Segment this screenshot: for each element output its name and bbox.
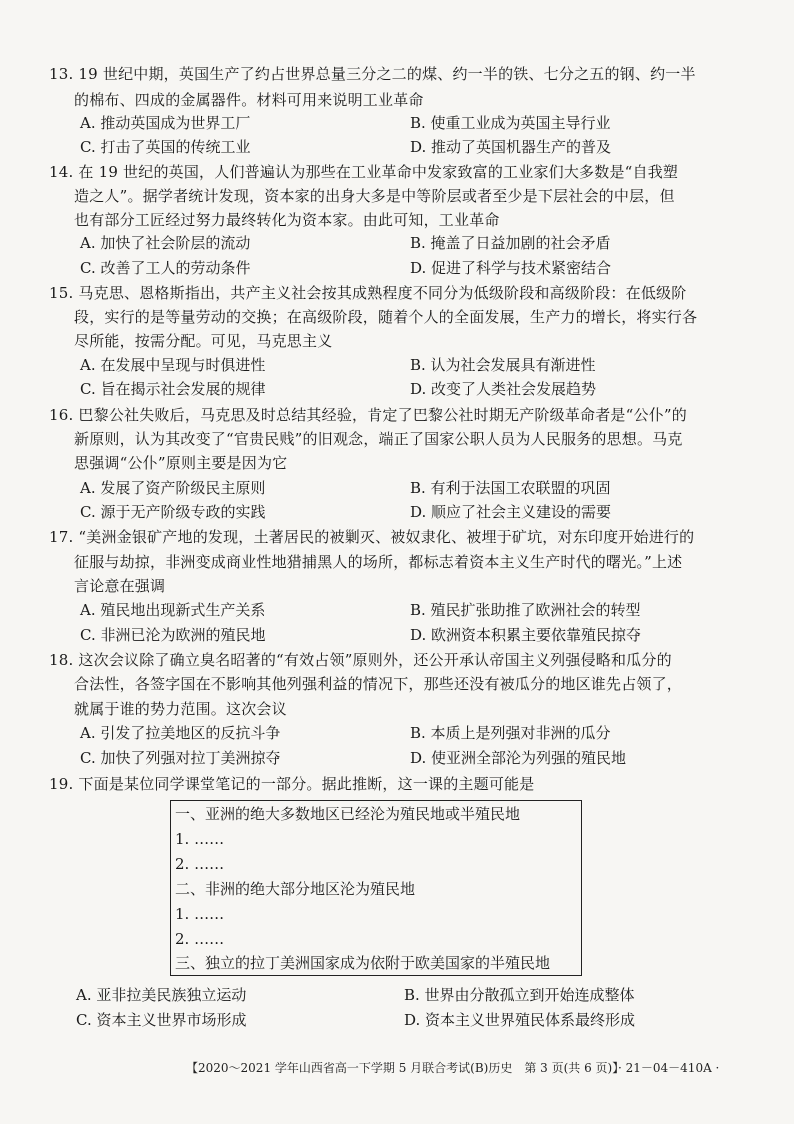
question-14-line-1: 14. 在 19 世纪的英国，人们普遍认为那些在工业革命中发家致富的工业家们大多数是“自我塑 xyxy=(49,163,679,181)
question-17-option-a: A. 殖民地出现新式生产关系 xyxy=(80,601,266,619)
question-18-line-1: 18. 这次会议除了确立臭名昭著的“有效占领”原则外，还公开承认帝国主义列强侵略和瓜分的 xyxy=(49,651,672,669)
question-16-option-b: B. 有利于法国工农联盟的巩固 xyxy=(410,479,611,497)
question-17-line-3: 言论意在强调 xyxy=(74,577,166,595)
question-13-option-d: D. 推动了英国机器生产的普及 xyxy=(410,138,612,156)
question-14-option-d: D. 促进了科学与技术紧密结合 xyxy=(410,259,612,277)
question-15-line-3: 尽所能，按需分配。可见，马克思主义 xyxy=(74,332,333,350)
question-17-line-2: 征服与劫掠，非洲变成商业性地猎捕黑人的场所，都标志着资本主义生产时代的曙光。”上述 xyxy=(74,553,683,571)
question-19-option-b: B. 世界由分散孤立到开始连成整体 xyxy=(404,986,635,1004)
question-17-option-d: D. 欧洲资本积累主要依靠殖民掠夺 xyxy=(410,626,642,644)
note-heading-1: 一、亚洲的绝大多数地区已经沦为殖民地或半殖民地 xyxy=(175,805,521,823)
question-18-line-3: 就属于谁的势力范围。这次会议 xyxy=(74,700,287,718)
question-15-line-1: 15. 马克思、恩格斯指出，共产主义社会按其成熟程度不同分为低级阶段和高级阶段：在低级阶 xyxy=(49,284,687,302)
question-15-option-a: A. 在发展中呈现与时俱进性 xyxy=(80,356,266,374)
question-15-option-d: D. 改变了人类社会发展趋势 xyxy=(410,380,597,398)
question-17-option-b: B. 殖民扩张助推了欧洲社会的转型 xyxy=(410,601,641,619)
question-13-line-1: 13. 19 世纪中期，英国生产了约占世界总量三分之二的煤、约一半的铁、七分之五的钢、约一半 xyxy=(49,65,696,83)
question-19-option-c: C. 资本主义世界市场形成 xyxy=(76,1011,247,1029)
question-19-option-d: D. 资本主义世界殖民体系最终形成 xyxy=(404,1011,636,1029)
exam-code: · 21－04－410A · xyxy=(618,1061,720,1075)
question-14-option-a: A. 加快了社会阶层的流动 xyxy=(80,234,251,252)
note-heading-2: 二、非洲的绝大部分地区沦为殖民地 xyxy=(175,880,416,898)
question-13-option-a: A. 推动英国成为世界工厂 xyxy=(80,114,251,132)
note-item: 1. …… xyxy=(175,830,225,848)
question-16-option-a: A. 发展了资产阶级民主原则 xyxy=(80,479,266,497)
question-14-option-b: B. 掩盖了日益加剧的社会矛盾 xyxy=(410,234,611,252)
question-13-option-c: C. 打击了英国的传统工业 xyxy=(80,138,251,156)
question-16-line-3: 思强调“公仆”原则主要是因为它 xyxy=(74,454,288,472)
question-14-option-c: C. 改善了工人的劳动条件 xyxy=(80,259,251,277)
question-18-option-a: A. 引发了拉美地区的反抗斗争 xyxy=(80,724,281,742)
page-footer: 【2020～2021 学年山西省高一下学期 5 月联合考试(B)历史 第 3 页(共 6 页)】 xyxy=(186,1061,625,1075)
question-14-line-2: 造之人”。据学者统计发现，资本家的出身大多是中等阶层或者至少是下层社会的中层，但 xyxy=(74,187,675,205)
note-item: 2. …… xyxy=(175,855,225,873)
question-14-line-3: 也有部分工匠经过努力最终转化为资本家。由此可知，工业革命 xyxy=(74,211,500,229)
question-15-line-2: 段，实行的是等量劳动的交换；在高级阶段，随着个人的全面发展，生产力的增长，将实行各 xyxy=(74,308,698,326)
question-18-option-b: B. 本质上是列强对非洲的瓜分 xyxy=(410,724,611,742)
question-15-option-b: B. 认为社会发展具有渐进性 xyxy=(410,356,596,374)
question-18-option-d: D. 使亚洲全部沦为列强的殖民地 xyxy=(410,749,627,767)
question-13-option-b: B. 使重工业成为英国主导行业 xyxy=(410,114,611,132)
question-16-line-1: 16. 巴黎公社失败后，马克思及时总结其经验，肯定了巴黎公社时期无产阶级革命者是“公仆”的 xyxy=(49,406,687,424)
class-notes-box xyxy=(170,800,582,976)
question-18-option-c: C. 加快了列强对拉丁美洲掠夺 xyxy=(80,749,281,767)
note-heading-3: 三、独立的拉丁美洲国家成为依附于欧美国家的半殖民地 xyxy=(175,954,551,972)
question-19-line-1: 19. 下面是某位同学课堂笔记的一部分。据此推断，这一课的主题可能是 xyxy=(49,775,535,793)
note-item: 1. …… xyxy=(175,905,225,923)
question-16-option-d: D. 顺应了社会主义建设的需要 xyxy=(410,503,612,521)
question-15-option-c: C. 旨在揭示社会发展的规律 xyxy=(80,380,266,398)
question-18-line-2: 合法性，各签字国在不影响其他列强利益的情况下，那些还没有被瓜分的地区谁先占领了， xyxy=(74,675,683,693)
question-16-line-2: 新原则，认为其改变了“官贵民贱”的旧观念，端正了国家公职人员为人民服务的思想。马克 xyxy=(74,430,683,448)
question-16-option-c: C. 源于无产阶级专政的实践 xyxy=(80,503,266,521)
question-17-option-c: C. 非洲已沦为欧洲的殖民地 xyxy=(80,626,266,644)
note-item: 2. …… xyxy=(175,930,225,948)
question-19-option-a: A. 亚非拉美民族独立运动 xyxy=(76,986,247,1004)
question-17-line-1: 17. “美洲金银矿产地的发现，土著居民的被剿灭、被奴隶化、被埋于矿坑，对东印度开始进行的 xyxy=(49,528,695,546)
question-13-line-2: 的棉布、四成的金属器件。材料可用来说明工业革命 xyxy=(74,91,424,109)
